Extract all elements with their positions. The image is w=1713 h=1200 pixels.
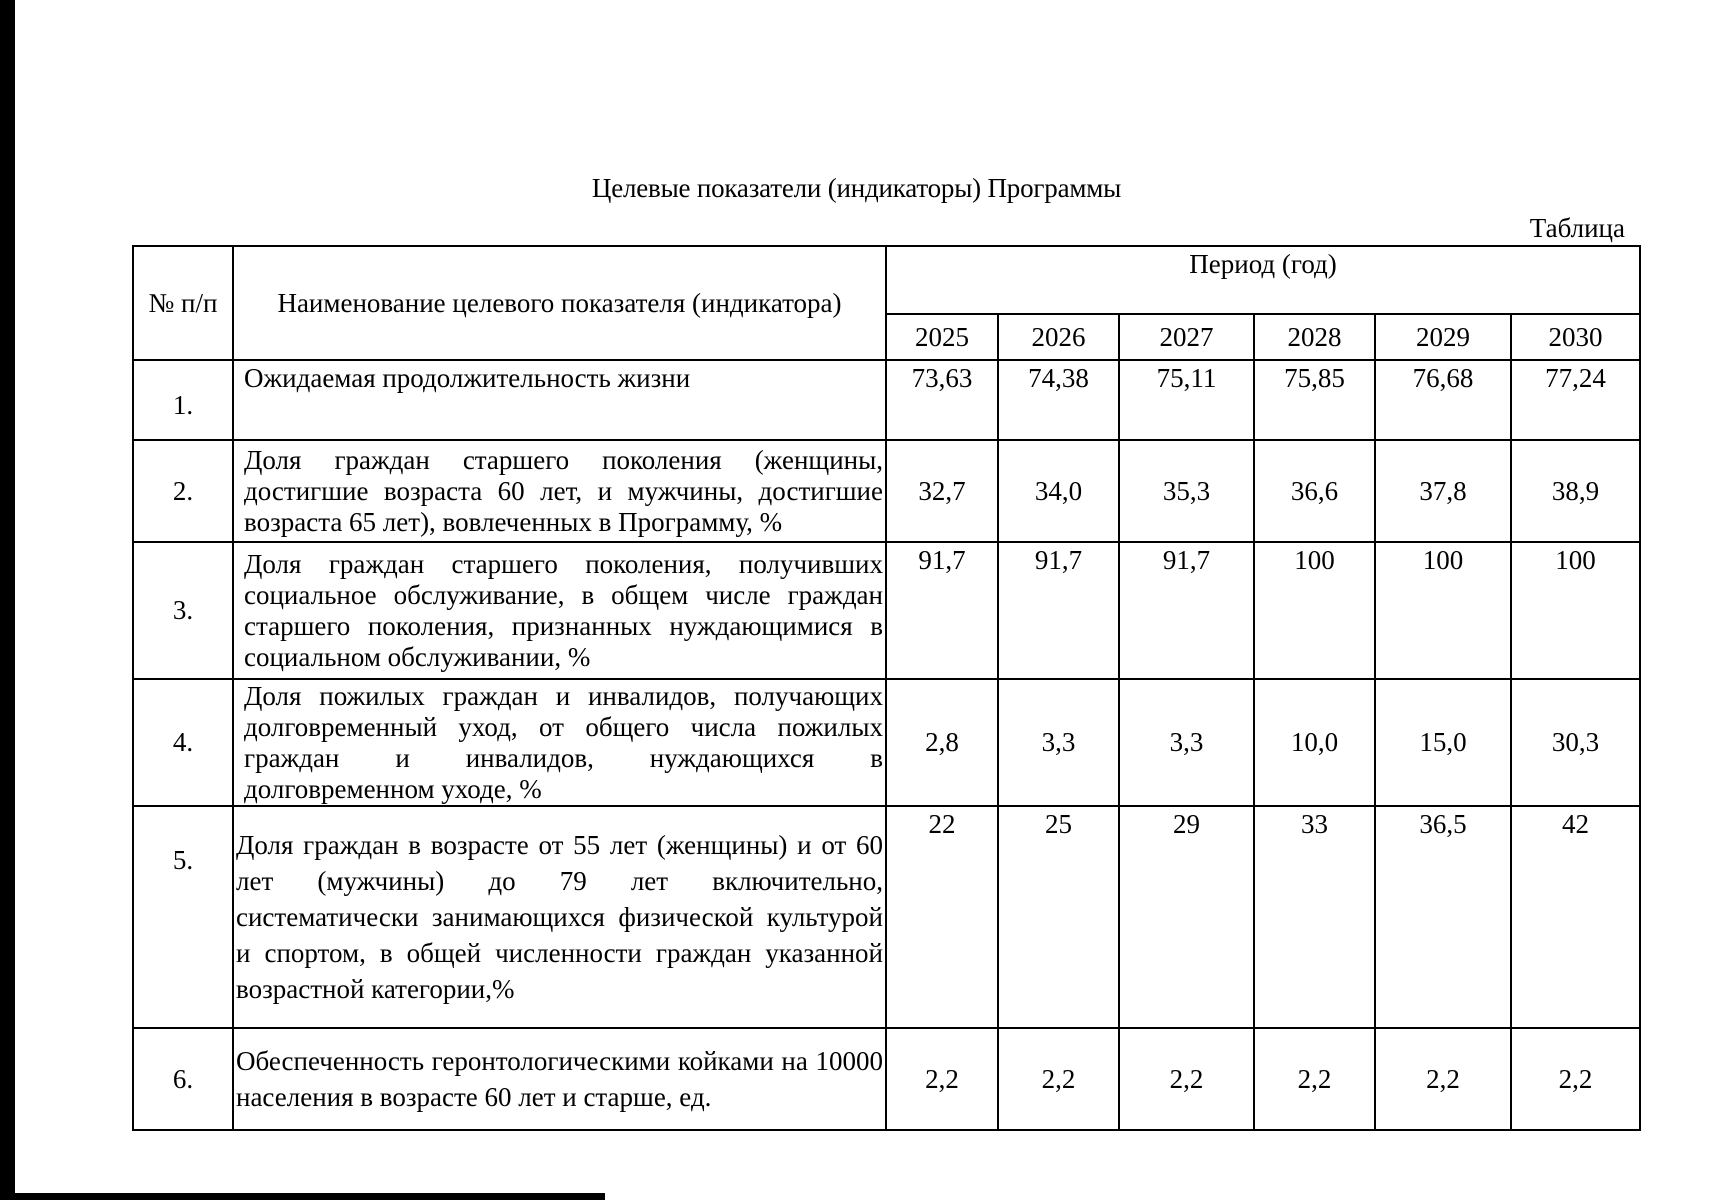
- header-year: 2027: [1119, 314, 1254, 360]
- indicator-value: 75,11: [1119, 360, 1254, 440]
- indicator-value: 35,3: [1119, 440, 1254, 542]
- header-year: 2026: [998, 314, 1119, 360]
- header-indicator-name: Наименование целевого показателя (индикатора): [233, 246, 886, 360]
- indicator-value: 15,0: [1375, 679, 1511, 806]
- row-number: 4.: [133, 679, 233, 806]
- indicator-value: 73,63: [886, 360, 998, 440]
- indicator-value: 10,0: [1254, 679, 1375, 806]
- indicator-value: 76,68: [1375, 360, 1511, 440]
- indicator-value: 91,7: [998, 542, 1119, 679]
- row-number: 6.: [133, 1028, 233, 1130]
- indicator-name: Доля граждан старшего поколения (женщины, достигшие возраста 60 лет, и мужчины, достигшие возраста 65 лет), вовлеченных в Программу, %: [233, 440, 886, 542]
- indicator-value: 2,8: [886, 679, 998, 806]
- indicator-value: 91,7: [886, 542, 998, 679]
- indicator-value: 2,2: [1119, 1028, 1254, 1130]
- indicator-value: 36,5: [1375, 806, 1511, 1028]
- indicator-value: 100: [1254, 542, 1375, 679]
- indicator-value: 2,2: [1375, 1028, 1511, 1130]
- row-number: 3.: [133, 542, 233, 679]
- indicator-value: 91,7: [1119, 542, 1254, 679]
- table-row: [133, 679, 1640, 806]
- indicator-value: 77,24: [1511, 360, 1640, 440]
- table-row: [133, 806, 1640, 1028]
- indicator-value: 32,7: [886, 440, 998, 542]
- indicator-value: 75,85: [1254, 360, 1375, 440]
- indicator-value: 2,2: [886, 1028, 998, 1130]
- indicator-name: Доля граждан старшего поколения, получивших социальное обслуживание, в общем числе граждан старшего поколения, признанных нуждающимися в социальном обслуживании, %: [233, 542, 886, 679]
- indicator-name: Доля граждан в возрасте от 55 лет (женщины) и от 60 лет (мужчины) до 79 лет включительно, систематически занимающихся физической культурой и спортом, в общей численности граждан указанной возрастной категории,%: [233, 806, 886, 1028]
- scan-border-bottom: [15, 1193, 605, 1200]
- indicator-value: 38,9: [1511, 440, 1640, 542]
- indicator-value: 29: [1119, 806, 1254, 1028]
- indicator-value: 3,3: [1119, 679, 1254, 806]
- indicator-value: 2,2: [1511, 1028, 1640, 1130]
- indicator-name: Обеспеченность геронтологическими койками на 10000 населения в возрасте 60 лет и старше, ед.: [233, 1028, 886, 1130]
- table-row: [133, 360, 1640, 440]
- indicator-value: 33: [1254, 806, 1375, 1028]
- indicator-name: Ожидаемая продолжительность жизни: [233, 360, 886, 440]
- header-year: 2030: [1511, 314, 1640, 360]
- indicator-value: 36,6: [1254, 440, 1375, 542]
- row-number: 5.: [133, 806, 233, 1028]
- indicator-name: Доля пожилых граждан и инвалидов, получающих долговременный уход, от общего числа пожилых граждан и инвалидов, нуждающихся в долговременном уходе, %: [233, 679, 886, 806]
- indicator-value: 2,2: [1254, 1028, 1375, 1130]
- row-number: 1.: [133, 360, 233, 440]
- indicator-value: 25: [998, 806, 1119, 1028]
- indicator-value: 37,8: [1375, 440, 1511, 542]
- table-row: [133, 440, 1640, 542]
- indicator-value: 100: [1511, 542, 1640, 679]
- indicator-value: 22: [886, 806, 998, 1028]
- document-title: Целевые показатели (индикаторы) Программы: [591, 173, 1122, 203]
- header-year: 2025: [886, 314, 998, 360]
- indicator-value: 34,0: [998, 440, 1119, 542]
- indicator-value: 30,3: [1511, 679, 1640, 806]
- indicator-value: 2,2: [998, 1028, 1119, 1130]
- row-number: 2.: [133, 440, 233, 542]
- indicator-value: 74,38: [998, 360, 1119, 440]
- header-year: 2029: [1375, 314, 1511, 360]
- indicators-table: [132, 245, 1641, 1131]
- indicator-value: 3,3: [998, 679, 1119, 806]
- header-period: Период (год): [886, 246, 1640, 314]
- header-number: № п/п: [133, 246, 233, 360]
- header-year: 2028: [1254, 314, 1375, 360]
- table-label: Таблица: [1529, 213, 1625, 243]
- indicator-value: 100: [1375, 542, 1511, 679]
- indicator-value: 42: [1511, 806, 1640, 1028]
- table-row: [133, 1028, 1640, 1130]
- table-row: [133, 542, 1640, 679]
